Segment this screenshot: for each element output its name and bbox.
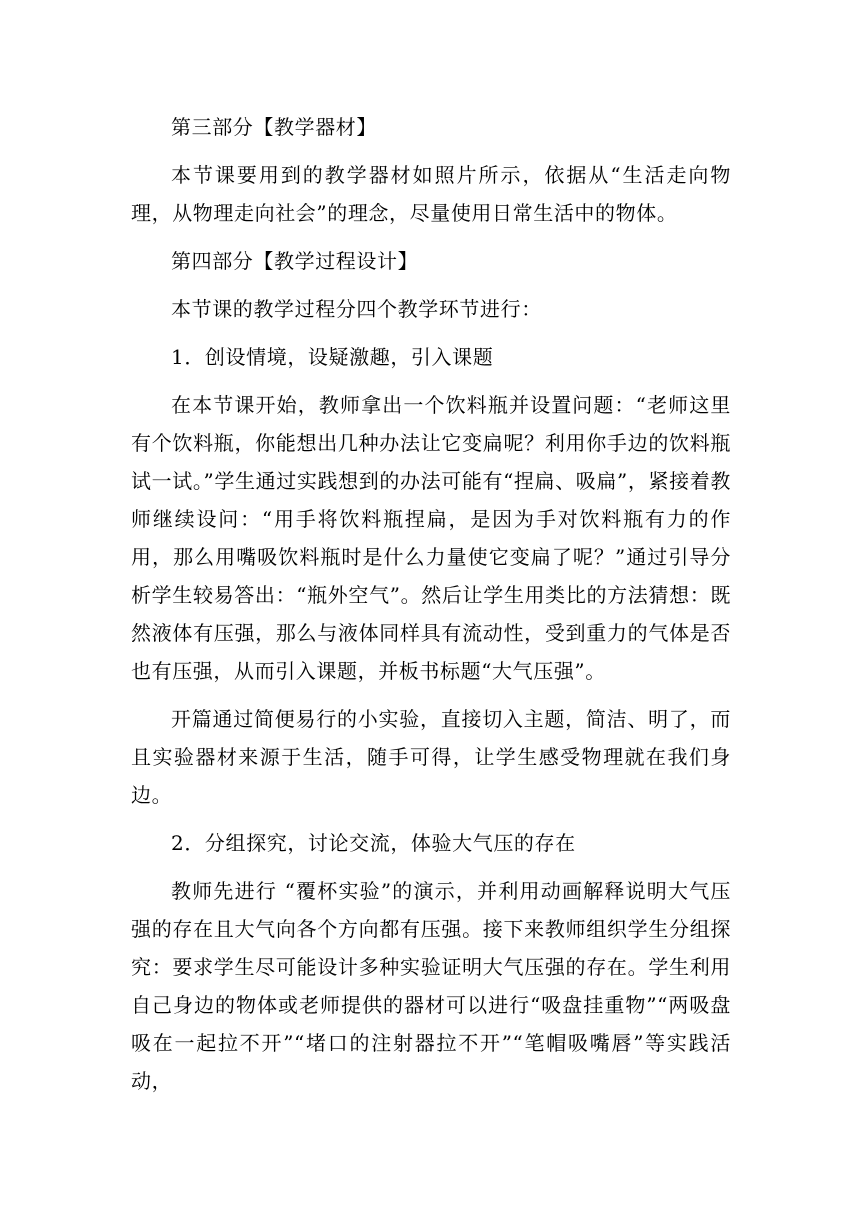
section4-heading: 第四部分【教学过程设计】 — [171, 249, 419, 273]
section3-heading: 第三部分【教学器材】 — [171, 115, 377, 139]
section4-intro: 本节课的教学过程分四个教学环节进行： — [171, 297, 542, 321]
section3-body: 本节课要用到的教学器材如照片所示，依据从“生活走向物理，从物理走向社会”的理念，尽量使用日常生活中的物体。 — [131, 163, 731, 225]
step1-body: 在本节课开始，教师拿出一个饮料瓶并设置问题：“老师这里有个饮料瓶，你能想出几种办法让它变扁呢？利用你手边的饮料瓶试一试。”学生通过实践想到的办法可能有“捏扁、吸扁”，紧接着教师继续设问：“用手将饮料瓶捏扁，是因为手对饮料瓶有力的作用，那么用嘴吸饮料瓶时是什么力量使它变扁了呢？”通过引导分析学生较易答出：“瓶外空气”。然后让学生用类比的方法猜想：既然液体有压强，那么与液体同样具有流动性，受到重力的气体是否也有压强，从而引入课题，并板书标题“大气压强”。 — [131, 393, 731, 683]
step1-comment: 开篇通过简便易行的小实验，直接切入主题，简洁、明了，而且实验器材来源于生活，随手可得，让学生感受物理就在我们身边。 — [131, 707, 731, 807]
step1-title: 1．创设情境，设疑激趣，引入课题 — [171, 345, 494, 369]
step2-title: 2．分组探究，讨论交流，体验大气压的存在 — [171, 831, 576, 855]
document-page — [131, 108, 731, 1100]
step2-body: 教师先进行 “覆杯实验”的演示，并利用动画解释说明大气压强的存在且大气向各个方向都有压强。接下来教师组织学生分组探究：要求学生尽可能设计多种实验证明大气压强的存在。学生利用自己身边的物体或老师提供的器材可以进行“吸盘挂重物”“两吸盘吸在一起拉不开”“堵口的注射器拉不开”“笔帽吸嘴唇”等实践活动， — [131, 879, 731, 1093]
